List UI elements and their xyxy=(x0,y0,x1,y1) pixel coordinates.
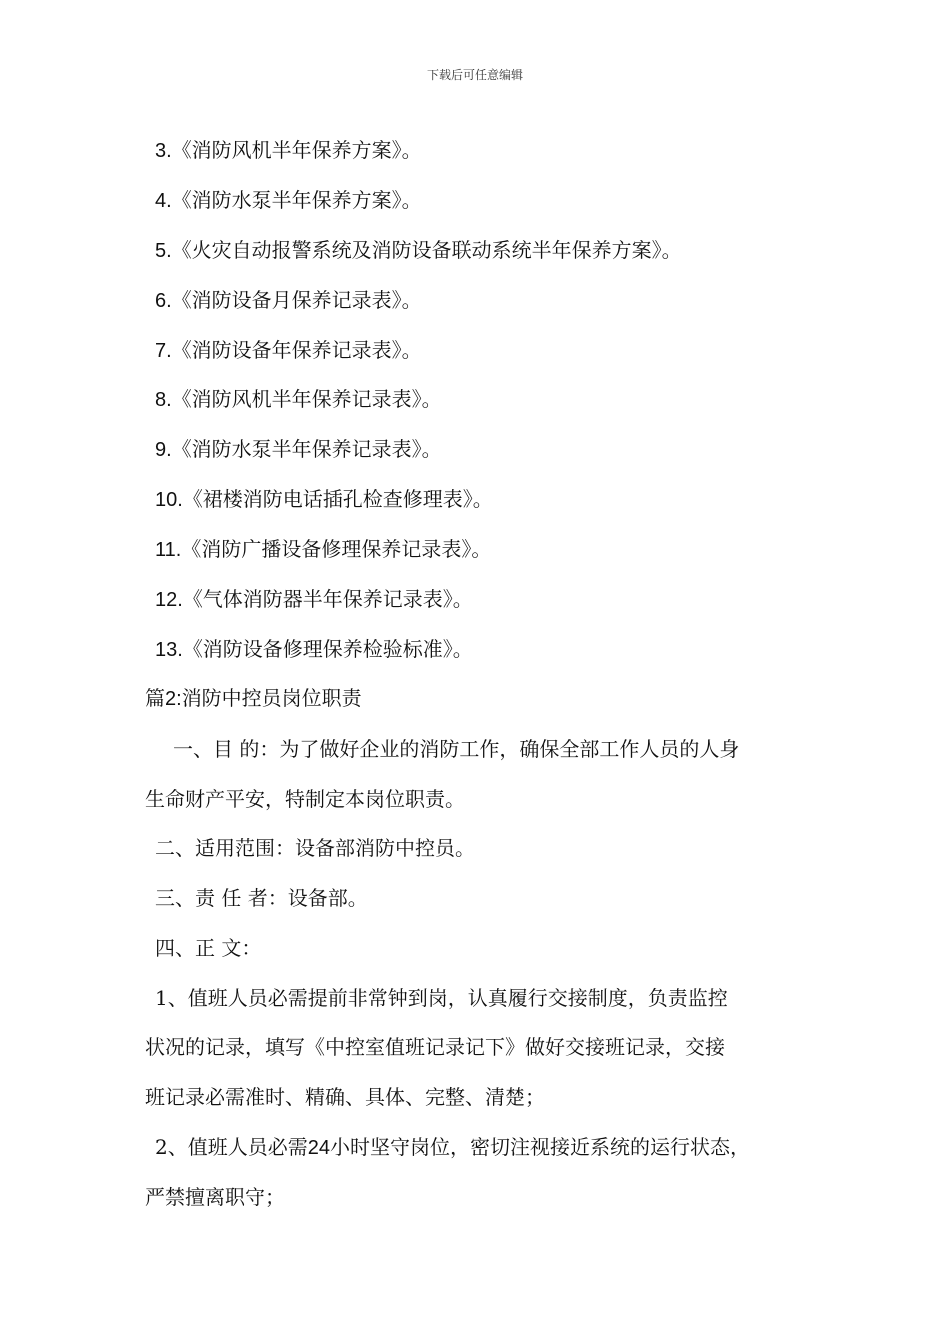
list-item xyxy=(155,536,491,563)
list-item-number: 13. xyxy=(155,639,183,661)
section-title-text: 消防中控员岗位职责 xyxy=(181,686,362,710)
list-item-text: 《裙楼消防电话插孔检查修理表》。 xyxy=(182,487,493,511)
list-item xyxy=(155,636,473,663)
list-item-number: 8. xyxy=(155,389,172,411)
section-title-number: 2: xyxy=(165,688,182,710)
paragraph-rule-2-line-1 xyxy=(155,1134,750,1161)
list-item-text: 《气体消防器半年保养记录表》。 xyxy=(182,587,473,611)
rule-2-text-b: 小时坚守岗位，密切注视接近系统的运行状态， xyxy=(329,1135,750,1159)
list-item-text: 《消防设备修理保养检验标准》。 xyxy=(182,637,473,661)
list-item xyxy=(155,337,422,364)
list-item-number: 9. xyxy=(155,439,172,461)
list-item-text: 《消防风机半年保养记录表》。 xyxy=(171,387,442,411)
rule-2-text-a: 2、值班人员必需 xyxy=(155,1135,308,1159)
list-item-number: 5. xyxy=(155,240,172,262)
list-item xyxy=(155,137,422,164)
list-item-number: 12. xyxy=(155,589,183,611)
list-item-text: 《消防设备年保养记录表》。 xyxy=(171,338,422,362)
paragraph-rule-1-line-2: 状况的记录，填写《中控室值班记录记下》做好交接班记录，交接 xyxy=(145,1035,725,1059)
list-item-text: 《消防水泵半年保养方案》。 xyxy=(171,188,422,212)
list-item xyxy=(155,187,422,214)
list-item xyxy=(155,237,682,264)
list-item-number: 4. xyxy=(155,190,172,212)
list-item-text: 《消防水泵半年保养记录表》。 xyxy=(171,437,442,461)
list-item xyxy=(155,586,473,613)
list-item-number: 3. xyxy=(155,140,172,162)
list-item xyxy=(155,436,442,463)
page-header: 下载后可任意编辑 xyxy=(426,68,523,82)
list-item-number: 11. xyxy=(155,539,182,561)
list-item xyxy=(155,386,442,413)
paragraph-rule-1-line-1: 1、值班人员必需提前非常钟到岗，认真履行交接制度，负责监控 xyxy=(155,986,728,1010)
paragraph-rule-1-line-3: 班记录必需准时、精确、具体、完整、清楚； xyxy=(145,1085,545,1109)
paragraph-body-heading: 四、正 文： xyxy=(155,936,262,960)
rule-2-hours: 24 xyxy=(307,1137,330,1159)
list-item-number: 10. xyxy=(155,489,183,511)
list-item-number: 6. xyxy=(155,290,172,312)
list-item-text: 《消防设备月保养记录表》。 xyxy=(171,288,422,312)
list-item-text: 《火灾自动报警系统及消防设备联动系统半年保养方案》。 xyxy=(171,238,682,262)
paragraph-responsible: 三、责 任 者：设备部。 xyxy=(155,886,368,910)
paragraph-purpose-line-1: 一、目 的：为了做好企业的消防工作，确保全部工作人员的人身 xyxy=(173,737,740,761)
section-title xyxy=(145,685,362,712)
section-title-prefix: 篇 xyxy=(145,686,165,710)
list-item-text: 《消防广播设备修理保养记录表》。 xyxy=(181,537,492,561)
list-item-number: 7. xyxy=(155,340,172,362)
paragraph-purpose-line-2: 生命财产平安，特制定本岗位职责。 xyxy=(145,787,465,811)
paragraph-scope: 二、适用范围：设备部消防中控员。 xyxy=(155,836,475,860)
list-item-text: 《消防风机半年保养方案》。 xyxy=(171,138,422,162)
list-item xyxy=(155,287,422,314)
paragraph-rule-2-line-2: 严禁擅离职守； xyxy=(145,1185,285,1209)
list-item xyxy=(155,486,493,513)
